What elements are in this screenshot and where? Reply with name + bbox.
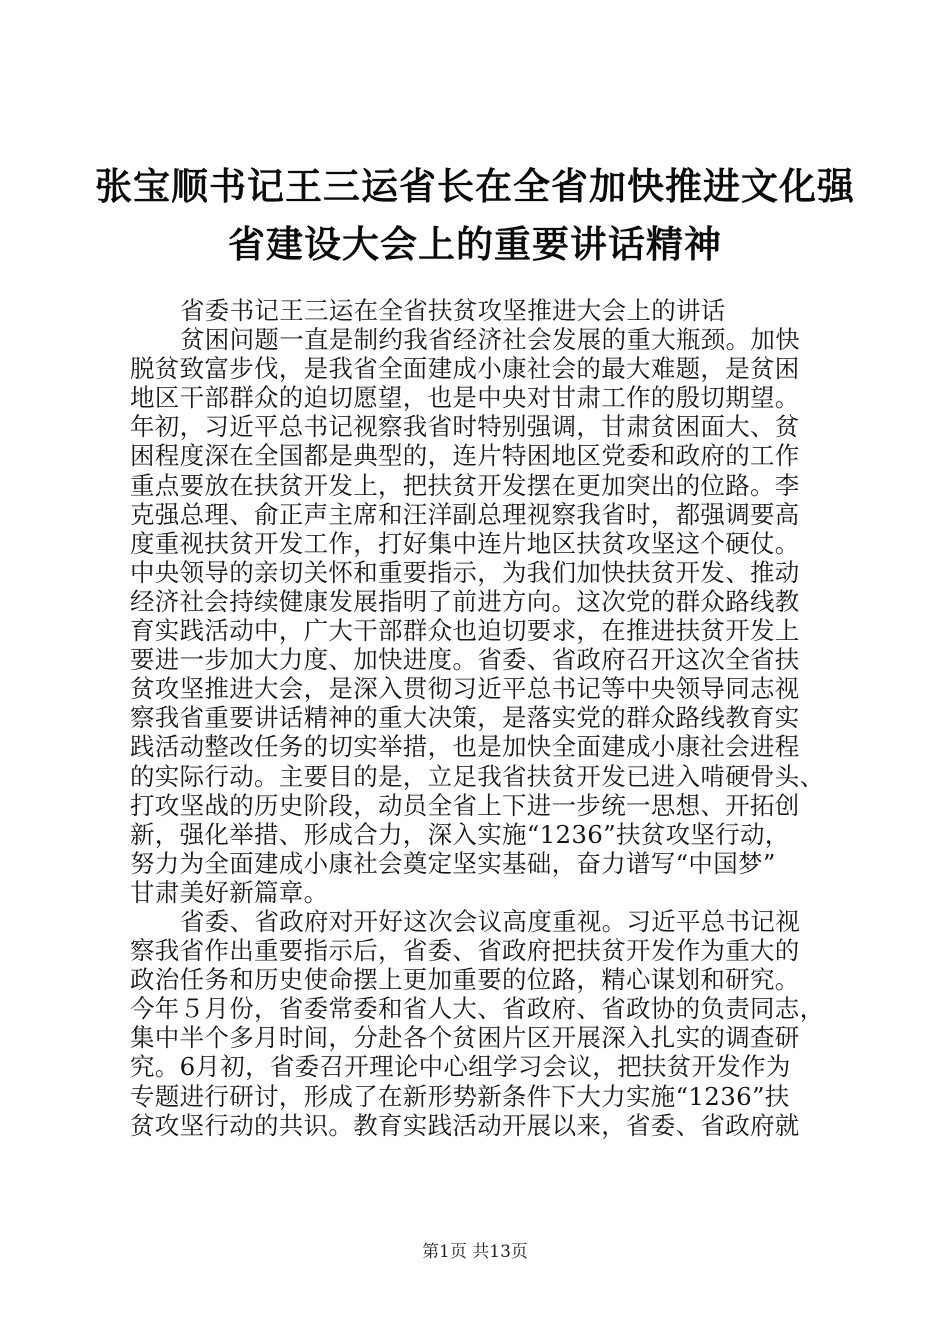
text-line: 育实践活动中，广大干部群众也迫切要求，在推进扶贫开发上 xyxy=(130,616,800,646)
text-line: 新，强化举措、形成合力，深入实施“1236”扶贫攻坚行动， xyxy=(130,819,790,849)
text-line: 贫困问题一直是制约我省经济社会发展的重大瓶颈。加快 xyxy=(180,325,800,355)
text-line: 贫攻坚行动的共识。教育实践活动开展以来，省委、省政府就 xyxy=(130,1110,800,1140)
document-title xyxy=(95,158,855,274)
text-line: 省委书记王三运在全省扶贫攻坚推进大会上的讲话 xyxy=(180,296,726,325)
text-line: 度重视扶贫开发工作，打好集中连片地区扶贫攻坚这个硬仗。 xyxy=(130,528,800,558)
text-line: 践活动整改任务的切实举措，也是加快全面建成小康社会进程 xyxy=(130,732,800,762)
title-line-1: 张宝顺书记王三运省长在全省加快推进文化强 xyxy=(95,165,855,208)
text-line: 中央领导的亲切关怀和重要指示，为我们加快扶贫开发、推动 xyxy=(130,557,800,587)
text-line: 努力为全面建成小康社会奠定坚实基础，奋力谱写“中国梦” xyxy=(130,848,776,878)
text-line: 究。6月初，省委召开理论中心组学习会议，把扶贫开发作为 xyxy=(130,1052,791,1082)
text-line: 年初，习近平总书记视察我省时特别强调，甘肃贫困面大、贫 xyxy=(130,412,800,442)
text-line: 甘肃美好新篇章。 xyxy=(130,877,329,907)
title-line-2: 省建设大会上的重要讲话精神 xyxy=(228,223,722,266)
text-line: 政治任务和历史使命摆上更加重要的位路，精心谋划和研究。 xyxy=(130,965,800,995)
text-line: 的实际行动。主要目的是，立足我省扶贫开发已进入啃硬骨头、 xyxy=(130,761,825,791)
text-line: 贫攻坚推进大会，是深入贯彻习近平总书记等中央领导同志视 xyxy=(130,674,800,704)
text-line: 专题进行研讨，形成了在新形势新条件下大力实施“1236”扶 xyxy=(130,1081,790,1111)
text-line: 察我省作出重要指示后，省委、省政府把扶贫开发作为重大的 xyxy=(130,936,800,966)
text-line: 打攻坚战的历史阶段，动员全省上下进一步统一思想、开拓创 xyxy=(130,790,800,820)
text-line: 重点要放在扶贫开发上，把扶贫开发摆在更加突出的位路。李 xyxy=(130,470,800,500)
text-line: 克强总理、俞正声主席和汪洋副总理视察我省时，都强调要高 xyxy=(130,499,800,529)
text-line: 察我省重要讲话精神的重大决策，是落实党的群众路线教育实 xyxy=(130,703,800,733)
text-line: 脱贫致富步伐，是我省全面建成小康社会的最大难题，是贫困 xyxy=(130,354,800,384)
page-footer: 第1页 共13页 xyxy=(422,1242,528,1262)
text-line: 经济社会持续健康发展指明了前进方向。这次党的群众路线教 xyxy=(130,586,800,616)
text-line: 困程度深在全国都是典型的，连片特困地区党委和政府的工作 xyxy=(130,441,800,471)
text-line: 地区干部群众的迫切愿望，也是中央对甘肃工作的殷切期望。 xyxy=(130,383,800,413)
text-line: 省委、省政府对开好这次会议高度重视。习近平总书记视 xyxy=(180,906,800,936)
text-line: 要进一步加大力度、加快进度。省委、省政府召开这次全省扶 xyxy=(130,645,800,675)
text-line: 今年５月份，省委常委和省人大、省政府、省政协的负责同志， xyxy=(130,994,825,1024)
document-body xyxy=(130,296,830,1140)
text-line: 集中半个多月时间，分赴各个贫困片区开展深入扎实的调查研 xyxy=(130,1023,800,1053)
